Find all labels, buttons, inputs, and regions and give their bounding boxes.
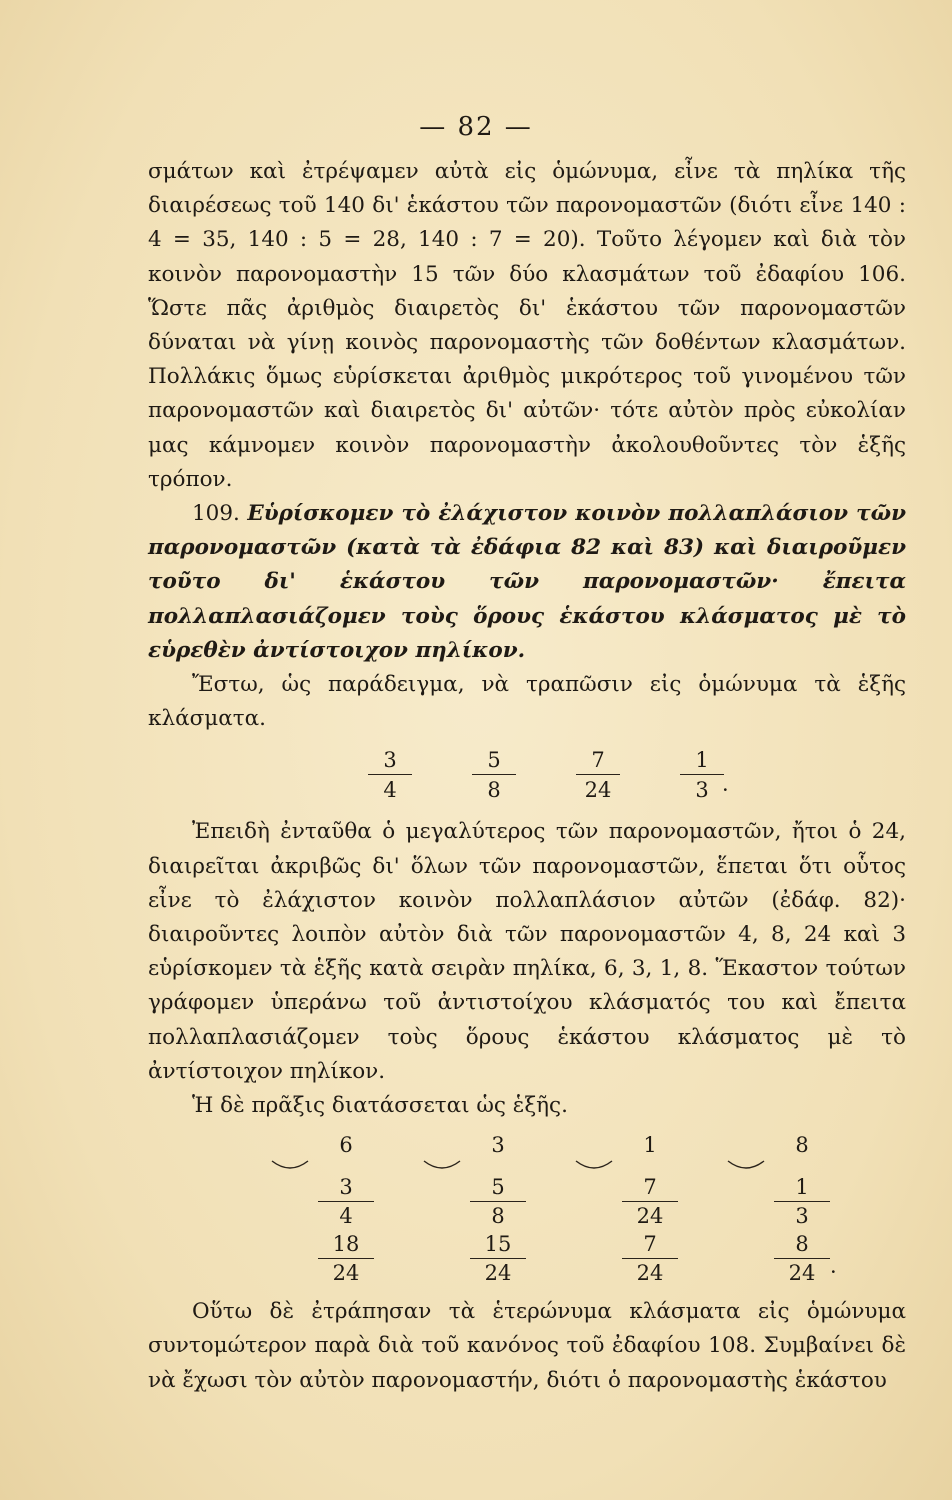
operation-trailing-mark: · [830,1260,837,1285]
example-fractions [148,746,906,805]
result-denominator: 24 [636,1261,664,1286]
brace-icon [422,1159,462,1173]
fraction-denominator: 24 [584,778,612,803]
paragraph-continuation: σμάτων καὶ ἐτρέψαμεν αὐτὰ εἰς ὁμώνυμα, εἶνε τὰ πηλίκα τῆς διαιρέσεως τοῦ 140 δι' ἑκάστου τῶν παρονομαστῶν (διότι εἶνε 140 : 4 = 35, 140 : 5 = 28, 140 : 7 = 20). Τοῦτο λέγομεν καὶ διὰ τὸν κοινὸν παρονομαστὴν 15 τῶν δύο κλασμάτων τοῦ ἐδαφίου 106. Ὥστε πᾶς ἀριθμὸς διαιρετὸς δι' ἑκάστου τῶν παρονομαστῶν δύναται νὰ γίνῃ κοινὸς παρονομαστὴς τῶν δοθέντων κλασμάτων. Πολλάκις ὅμως εὑρίσκεται ἀριθμὸς μικρότερος τοῦ γινομένου τῶν παρονομαστῶν καὶ διαιρετὸς δι' αὐτῶν· τότε αὐτὸν πρὸς εὐκολίαν μας κάμνομεν κοινὸν παρονομαστὴν ἀκολουθοῦντες τὸν ἑξῆς τρόπον. [148,159,906,492]
result-denominator: 24 [788,1261,816,1286]
page-number: — 82 — [419,112,533,142]
fraction-denominator: 8 [491,1204,505,1229]
fraction-numerator: 5 [487,748,501,773]
fraction-denominator: 3 [695,778,709,803]
fraction [442,746,546,805]
page-body [148,155,906,1398]
explanation-paragraph: Ἐπειδὴ ἐνταῦθα ὁ μεγαλύτερος τῶν παρονομαστῶν, ἤτοι ὁ 24, διαιρεῖται ἀκριβῶς δι' ὅλων τῶν παρονομαστῶν, ἕπεται ὅτι οὗτος εἶνε τὸ ἐλάχιστον κοινὸν πολλαπλάσιον αὐτῶν (ἐδάφ. 82)· διαιροῦντες λοιπὸν αὐτὸν διὰ τῶν παρονομαστῶν 4, 8, 24 καὶ 3 εὑρίσκομεν τὰ ἑξῆς κατὰ σειρὰν πηλίκα, 6, 3, 1, 8. Ἕκαστον τούτων γράφομεν ὑπεράνω τοῦ ἀντιστοίχου κλάσματός του καὶ ἔπειτα πολλαπλασιάζομεν τοὺς ὅρους ἑκάστου κλάσματος μὲ τὸ ἀντίστοιχον πηλίκον. [148,819,906,1084]
fraction-numerator: 1 [795,1175,809,1200]
brace-icon [574,1159,614,1173]
operation-column [574,1131,726,1287]
result-denominator: 24 [484,1261,512,1286]
closing-paragraph: Οὕτω δὲ ἐτράπησαν τὰ ἑτερώνυμα κλάσματα εἰς ὁμώνυμα συντομώτερον παρὰ διὰ τοῦ κανόνος τοῦ ἐδαφίου 108. Συμβαίνει δὲ νὰ ἔχωσι τὸν αὐτὸν παρονομαστήν, διότι ὁ παρονομαστὴς ἑκάστου [148,1299,906,1393]
quotient: 3 [491,1133,505,1158]
fraction-numerator: 3 [339,1175,353,1200]
fractions-trailing-mark: · [722,778,729,803]
fraction-denominator: 4 [383,778,397,803]
fraction-denominator: 3 [795,1204,809,1229]
quotient: 1 [643,1133,657,1158]
quotient: 6 [339,1133,353,1158]
result-denominator: 24 [332,1261,360,1286]
fraction-numerator: 5 [491,1175,505,1200]
section-rule: Εὑρίσκομεν τὸ ἐλάχιστον κοινὸν πολλαπλάσιον τῶν παρονομαστῶν (κατὰ τὰ ἐδάφια 82 καὶ 83) καὶ διαιροῦμεν τοῦτο δι' ἑκάστου τῶν παρονομαστῶν· ἔπειτα πολλαπλασιάζομεν τοὺς ὅρους ἑκάστου κλάσματος μὲ τὸ εὑρεθὲν ἀντίστοιχον πηλίκον. [148,501,906,663]
fraction-numerator: 1 [695,748,709,773]
operation-intro: Ἡ δὲ πρᾶξις διατάσσεται ὡς ἑξῆς. [192,1093,568,1119]
result-numerator: 8 [795,1232,809,1257]
fraction-numerator: 3 [383,748,397,773]
result-numerator: 18 [332,1232,360,1257]
example-intro: Ἔστω, ὡς παράδειγμα, νὰ τραπῶσιν εἰς ὁμώνυμα τὰ ἑξῆς κλάσματα. [148,672,906,732]
fraction [338,746,442,805]
quotient: 8 [795,1133,809,1158]
fraction-denominator: 24 [636,1204,664,1229]
fraction [650,746,754,805]
result-numerator: 7 [643,1232,657,1257]
operation-column [726,1131,878,1287]
brace-icon [726,1159,766,1173]
result-numerator: 15 [484,1232,512,1257]
fraction-numerator: 7 [643,1175,657,1200]
fraction-numerator: 7 [591,748,605,773]
operation-column [270,1131,422,1287]
operation-table [148,1131,906,1287]
fraction [546,746,650,805]
operation-column [422,1131,574,1287]
section-number: 109. [192,501,240,527]
fraction-denominator: 8 [487,778,501,803]
brace-icon [270,1159,310,1173]
fraction-denominator: 4 [339,1204,353,1229]
rule-paragraph [148,497,906,668]
